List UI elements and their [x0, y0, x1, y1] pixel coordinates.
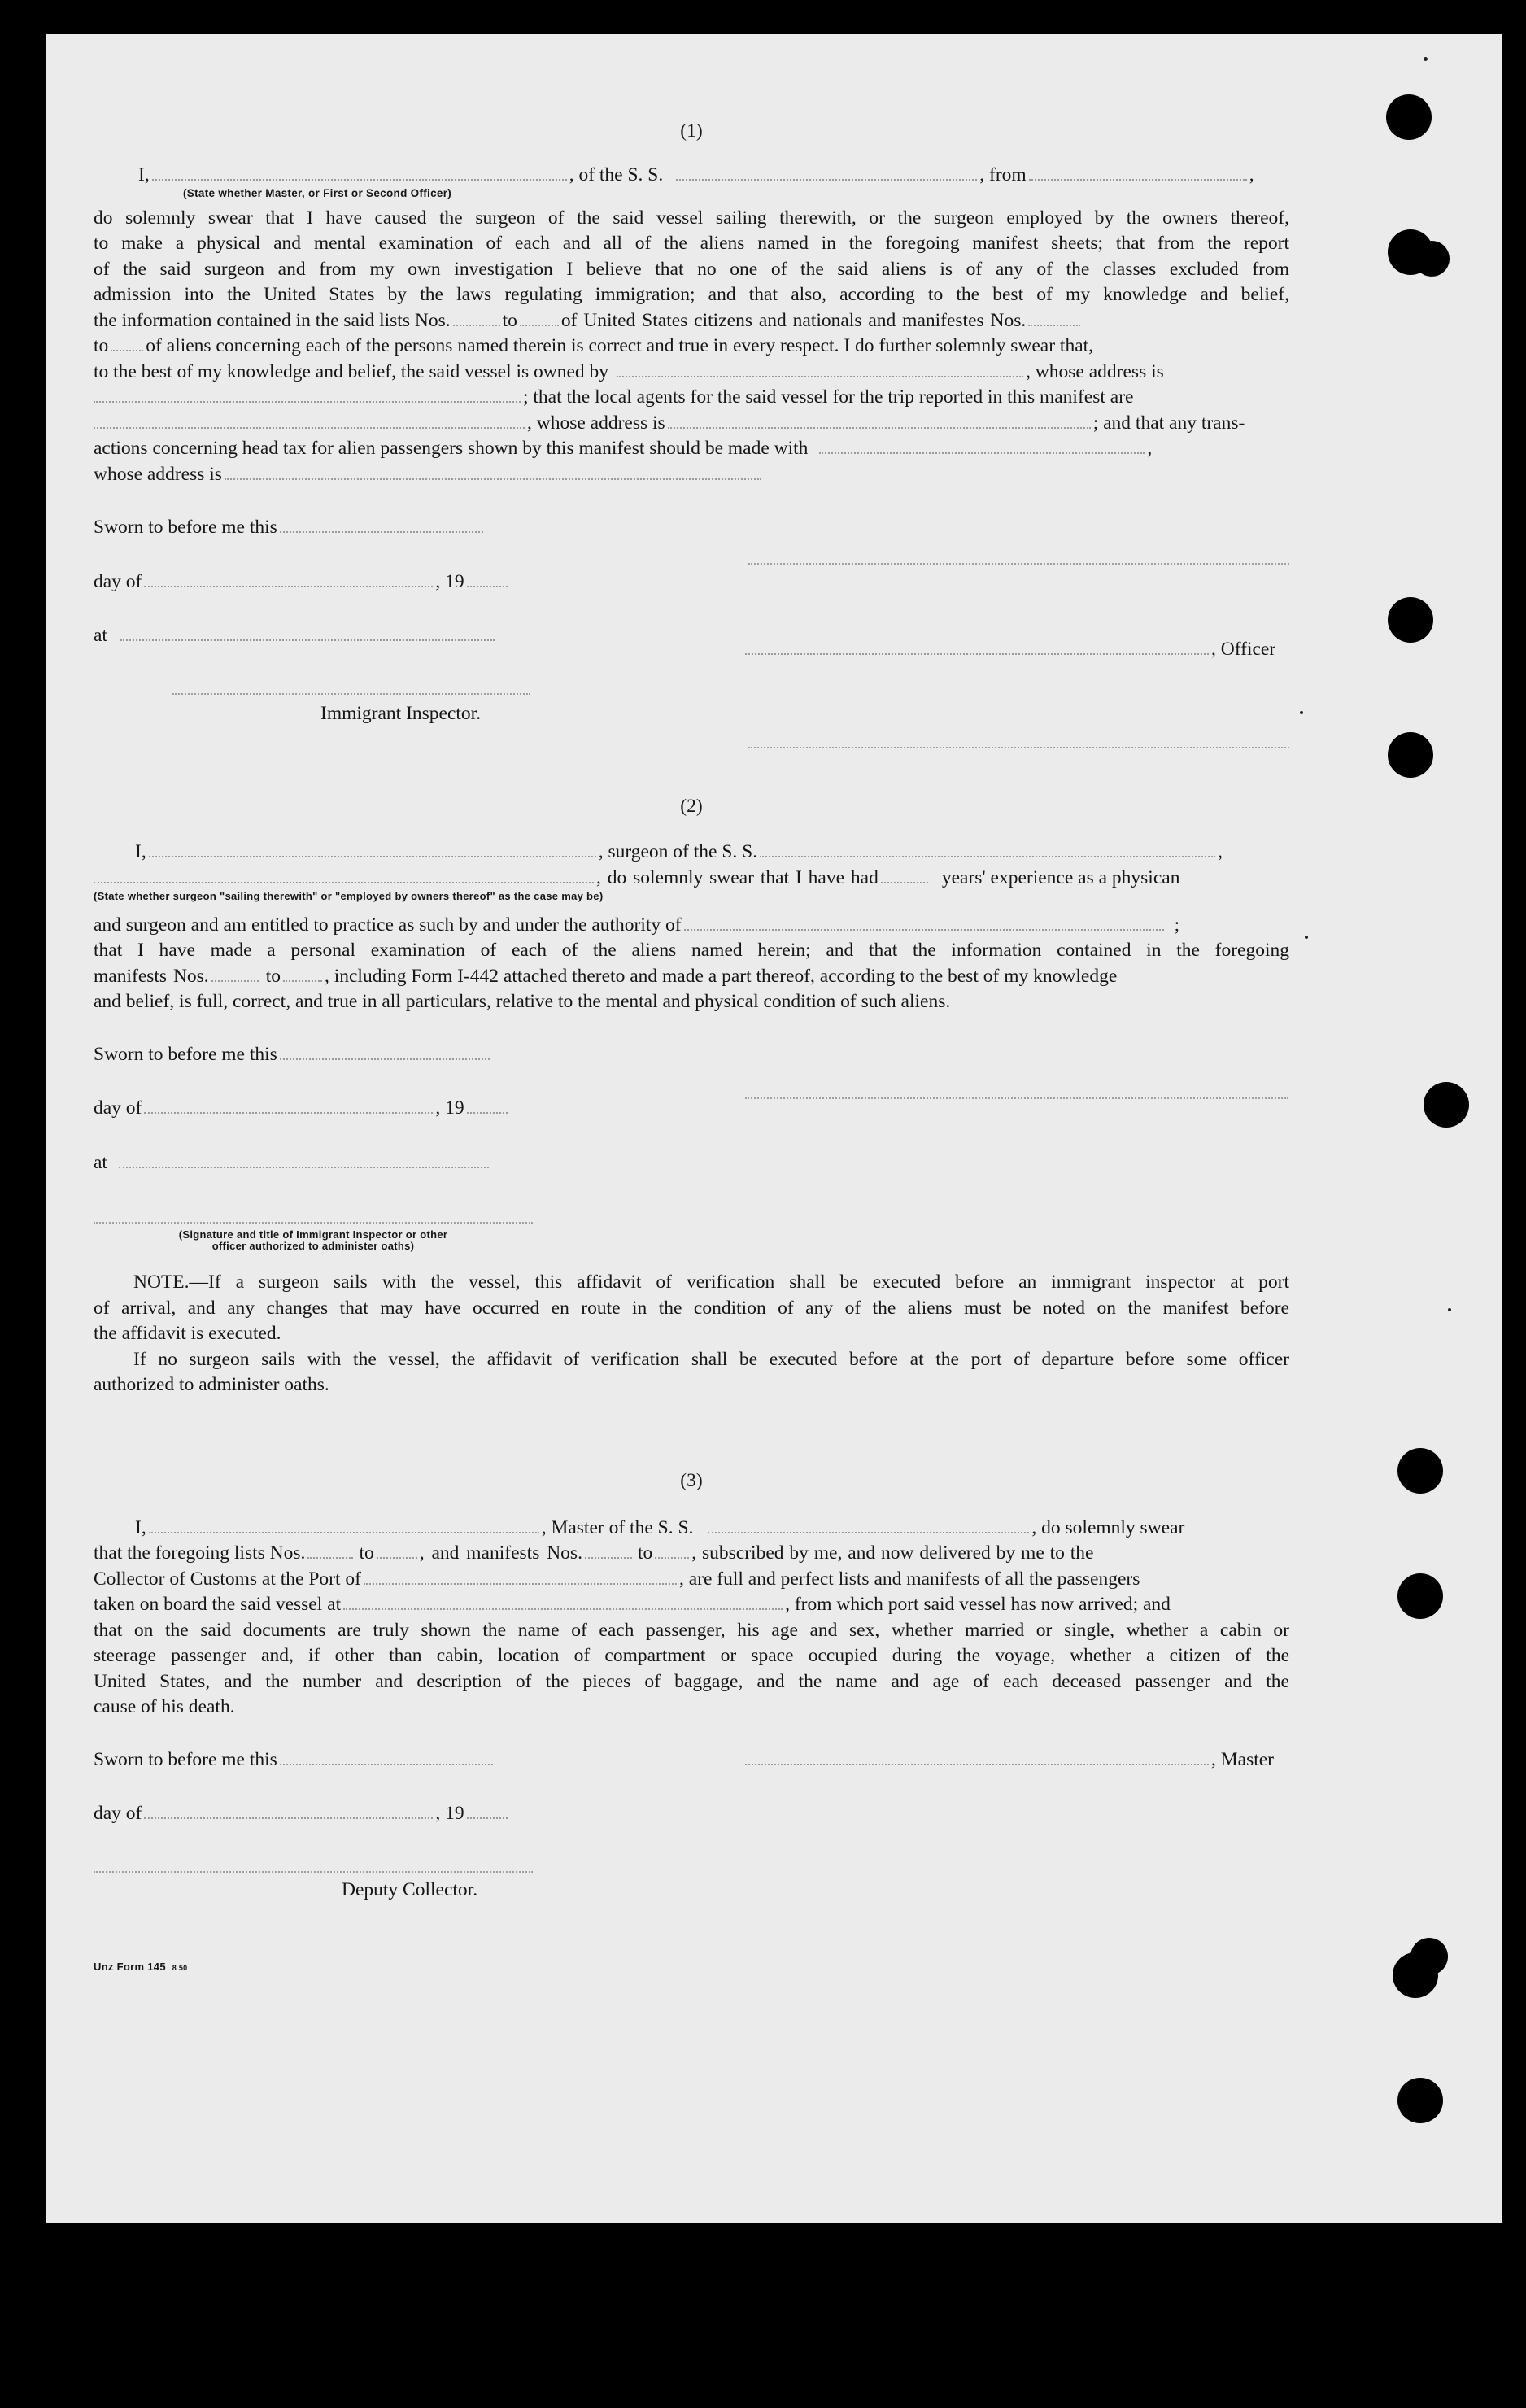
s3-port-line [94, 1592, 1171, 1617]
s1-body-line: admission into the United States by the laws regulating immigration; and that also, according to the best of my knowledge and belief, [94, 284, 1289, 305]
s3-master-sig [745, 1747, 1274, 1773]
s2-years-label: years' experience as a physican [941, 867, 1180, 888]
s1-day-field[interactable] [144, 586, 433, 587]
s2-manifests-line [94, 964, 1117, 989]
punch-hole [1414, 241, 1450, 277]
s2-manifest-from-field[interactable] [211, 980, 259, 982]
s1-sworn [94, 515, 486, 540]
punch-hole [1410, 1938, 1448, 1975]
s1-owner-label: to the best of my knowledge and belief, the said vessel is owned by [94, 361, 609, 382]
s1-owner-field[interactable] [617, 376, 1023, 377]
s1-agent-name-field[interactable] [94, 427, 525, 429]
s2-surgeon-label: , surgeon of the S. S. [598, 841, 758, 862]
s2-note-line: NOTE.—If a surgeon sails with the vessel, this affidavit of verification shall be executed before an immigrant inspector at port [133, 1272, 1289, 1293]
s3-vessel-field[interactable] [708, 1532, 1029, 1533]
s2-manifest-to-field[interactable] [283, 980, 322, 982]
s3-port-field[interactable] [364, 1583, 677, 1585]
s3-day-field[interactable] [144, 1817, 433, 1819]
s2-note-line: If no surgeon sails with the vessel, the affidavit of verification shall be executed before at the port of departure before some officer [133, 1349, 1289, 1370]
s3-to-label: to [637, 1542, 653, 1564]
s1-port-field[interactable] [1029, 179, 1247, 181]
s3-collector-label: Collector of Customs at the Port of [94, 1568, 361, 1590]
s2-note-line: the affidavit is executed. [94, 1323, 281, 1344]
paper-speck [1424, 57, 1428, 61]
s1-officer-signature-field[interactable] [745, 653, 1209, 655]
s1-officer-name-field[interactable] [152, 179, 567, 181]
punch-hole [1424, 1082, 1469, 1128]
form-number [94, 1961, 187, 1974]
s2-day-field[interactable] [144, 1112, 433, 1114]
s1-headtax-label: actions concerning head tax for alien passengers shown by this manifest should be made with [94, 438, 809, 459]
s2-comma: , [1218, 841, 1223, 862]
s1-agents-label: ; that the local agents for the said vessel for the trip reported in this manifest are [523, 386, 1134, 408]
punch-hole [1397, 1573, 1443, 1619]
s1-agent-address-line [94, 411, 1245, 436]
s1-aliens-text: of aliens concerning each of the persons named therein is correct and true in every respect. I do further solemnly swear that, [146, 335, 1094, 356]
s3-deputy-signature-line[interactable] [94, 1871, 533, 1873]
s3-master-label: , Master [1211, 1749, 1275, 1770]
s2-at [94, 1150, 491, 1176]
s1-to-label: to [94, 335, 109, 356]
s2-signature-note-2: officer authorized to administer oaths) [211, 1240, 415, 1252]
s1-of-ss: , of the S. S. [569, 164, 664, 185]
punch-hole [1386, 94, 1432, 140]
s1-sworn-label: Sworn to before me this [94, 517, 277, 538]
s1-owner-address-field[interactable] [94, 401, 521, 403]
s2-experience-line [94, 866, 1179, 891]
s1-trans-label: ; and that any trans- [1092, 412, 1245, 434]
s1-year-label: , 19 [435, 571, 464, 592]
s3-manifests-label: , and manifests Nos. [419, 1542, 582, 1564]
s2-including-label: , including Form I-442 attached thereto and made a part thereof, according to the best of my knowledge [324, 966, 1118, 987]
s1-agent-address-label: , whose address is [527, 412, 665, 434]
s3-master-signature-field[interactable] [745, 1764, 1209, 1765]
s2-at-label: at [94, 1152, 107, 1173]
s3-sworn-label: Sworn to before me this [94, 1749, 277, 1770]
s3-body-line: that on the said documents are truly shown the name of each passenger, his age and sex, whether married or single, whether a cabin or [94, 1620, 1289, 1641]
section-3-number: (3) [680, 1470, 703, 1491]
form-number-label: Unz Form 145 [94, 1961, 166, 1973]
s2-vessel-field[interactable] [760, 856, 1215, 857]
s3-perfect-lists-label: , are full and perfect lists and manifests of all the passengers [678, 1568, 1140, 1590]
s2-years-field[interactable] [881, 882, 928, 883]
s1-at-field[interactable] [120, 639, 495, 641]
s2-day-of [94, 1096, 510, 1121]
s1-body-line: to make a physical and mental examination of each and all of the aliens named in the foregoing manifest sheets; that from the report [94, 233, 1289, 254]
s3-i: I, [135, 1517, 146, 1538]
s1-i: I, [138, 164, 150, 185]
s3-master-of-label: , Master of the S. S. [541, 1517, 694, 1538]
s3-to-label: to [359, 1542, 374, 1564]
s1-owner-address-label: , whose address is [1026, 361, 1164, 382]
s2-surgeon-name-field[interactable] [149, 856, 596, 857]
s1-vessel-name-field[interactable] [676, 179, 977, 181]
s2-year-label: , 19 [435, 1097, 464, 1119]
s3-deputy: Deputy Collector. [342, 1879, 478, 1900]
s1-comma: , [1147, 438, 1153, 459]
s1-officer-label: , Officer [1211, 639, 1276, 660]
s2-to-label: to [265, 966, 281, 987]
s2-inspector-signature-line[interactable] [94, 1222, 533, 1224]
s3-sworn-date-field[interactable] [280, 1764, 493, 1765]
s1-aliens-line [94, 334, 1093, 359]
s3-manifest-to-field[interactable] [655, 1557, 689, 1559]
s2-surgeon-note: (State whether surgeon "sailing therewith" or "employed by owners thereof" as the case may be) [94, 890, 604, 902]
s1-lists-line [94, 308, 1083, 334]
s3-oath-line [135, 1516, 1184, 1541]
s2-body-line: that I have made a personal examination of each of the aliens named herein; and that the information contained in the foregoing [94, 940, 1289, 961]
form-print-code: 8 50 [172, 1964, 188, 1972]
s2-signature-note-1: (Signature and title of Immigrant Inspector or other [178, 1228, 448, 1241]
s3-day-of [94, 1801, 510, 1826]
s3-list-to-field[interactable] [377, 1557, 417, 1559]
s1-day-of [94, 569, 510, 595]
s1-body-line: do solemnly swear that I have caused the surgeon of the said vessel sailing therewith, or the surgeon employed by the owners thereof, [94, 207, 1289, 229]
s1-body-line: of the said surgeon and from my own investigation I believe that no one of the said aliens is of any of the classes excluded from [94, 259, 1289, 280]
s3-lists-line [94, 1541, 1094, 1566]
s3-taken-label: taken on board the said vessel at [94, 1594, 342, 1615]
s2-note-line: authorized to administer oaths. [94, 1374, 329, 1395]
s3-list-from-field[interactable] [307, 1557, 353, 1559]
s1-at-label: at [94, 625, 107, 646]
s1-inspector-line[interactable] [172, 693, 530, 695]
s2-at-field[interactable] [119, 1167, 489, 1168]
s3-manifest-from-field[interactable] [585, 1557, 632, 1559]
s3-arrived-label: , from which port said vessel has now arrived; and [785, 1594, 1171, 1615]
s1-sworn-date-field[interactable] [280, 531, 483, 533]
s3-year-field[interactable] [467, 1817, 508, 1819]
s3-body-line: steerage passenger and, if other than cabin, location of compartment or space occupied during the voyage, whether a citizen of the [94, 1645, 1289, 1666]
s1-list-from-field[interactable] [453, 325, 500, 326]
s1-whose-address-label: whose address is [94, 464, 222, 485]
s1-manifest-to-field[interactable] [111, 350, 143, 351]
s2-body-line: and belief, is full, correct, and true in all particulars, relative to the mental and physical condition of such aliens. [94, 991, 951, 1012]
s1-headtax-address-field[interactable] [225, 478, 761, 480]
punch-hole [1388, 597, 1433, 643]
section-2-number: (2) [680, 796, 703, 817]
s1-lists-label: the information contained in the said lists Nos. [94, 310, 451, 331]
s1-at [94, 623, 497, 648]
punch-hole [1397, 2078, 1443, 2123]
s3-lists-label: that the foregoing lists Nos. [94, 1542, 306, 1564]
s3-subscribed-label: , subscribed by me, and now delivered by me to the [691, 1542, 1094, 1564]
s3-departure-port-field[interactable] [343, 1608, 783, 1610]
s1-signature-line[interactable] [748, 563, 1289, 565]
s1-whose-address-line [94, 462, 764, 487]
s1-to-label: to [502, 310, 517, 331]
section-1-number: (1) [680, 120, 703, 142]
s1-year-field[interactable] [467, 586, 508, 587]
s1-officer-note: (State whether Master, or First or Second Officer) [183, 187, 452, 199]
s2-authority-field[interactable] [684, 929, 1164, 931]
s3-collector-line [94, 1567, 1140, 1592]
s3-sworn [94, 1747, 495, 1773]
s2-semicolon: ; [1174, 914, 1180, 936]
s1-agents-line [94, 385, 1133, 410]
s2-year-field[interactable] [467, 1112, 508, 1114]
s2-signature-line[interactable] [745, 1097, 1288, 1099]
s1-agent-address-field[interactable] [668, 427, 1091, 429]
s2-oath-line [135, 840, 1223, 865]
s2-swear-label: , do solemnly swear that I have had [596, 867, 879, 888]
s1-headtax-field[interactable] [819, 452, 1144, 454]
paper-speck [1305, 936, 1308, 939]
s2-note-line: of arrival, and any changes that may have occurred en route in the condition of any of the aliens must be noted on the manifest before [94, 1298, 1289, 1319]
s1-inspector: Immigrant Inspector. [320, 703, 482, 724]
s3-day-label: day of [94, 1803, 142, 1824]
s2-status-field[interactable] [94, 882, 594, 883]
s2-day-label: day of [94, 1097, 142, 1119]
s1-owner-line [94, 360, 1164, 385]
s2-manifests-label: manifests Nos. [94, 966, 209, 987]
paper-speck [1300, 711, 1303, 714]
s3-body-line: United States, and the number and description of the pieces of baggage, and the name and age of each deceased passenger and the [94, 1671, 1289, 1692]
s1-right-line [748, 747, 1289, 748]
s1-manifest-no-field[interactable] [1028, 325, 1080, 326]
paper-speck [1448, 1308, 1451, 1311]
s1-headtax-line [94, 436, 1152, 461]
s3-body-line: cause of his death. [94, 1696, 235, 1717]
s1-oath-line: I, , of the S. S. , from , [138, 164, 1254, 185]
s2-sworn-date-field[interactable] [280, 1058, 490, 1060]
s1-from: , from [979, 164, 1027, 185]
s3-master-name-field[interactable] [149, 1532, 539, 1533]
s3-swear-label: , do solemnly swear [1031, 1517, 1185, 1538]
s2-authority-label: and surgeon and am entitled to practice as such by and under the authority of [94, 914, 682, 936]
punch-hole [1397, 1448, 1443, 1494]
s1-day-label: day of [94, 571, 142, 592]
s3-year-label: , 19 [435, 1803, 464, 1824]
s2-i: I, [135, 841, 146, 862]
s1-manifests-label: of United States citizens and nationals and manifestes Nos. [560, 310, 1027, 331]
punch-hole [1388, 732, 1433, 778]
s1-officer-sig [745, 637, 1275, 662]
s2-sworn-label: Sworn to before me this [94, 1044, 277, 1065]
s2-sworn [94, 1042, 492, 1067]
s1-list-to-field[interactable] [520, 325, 559, 326]
s2-authority-line [94, 913, 1179, 938]
